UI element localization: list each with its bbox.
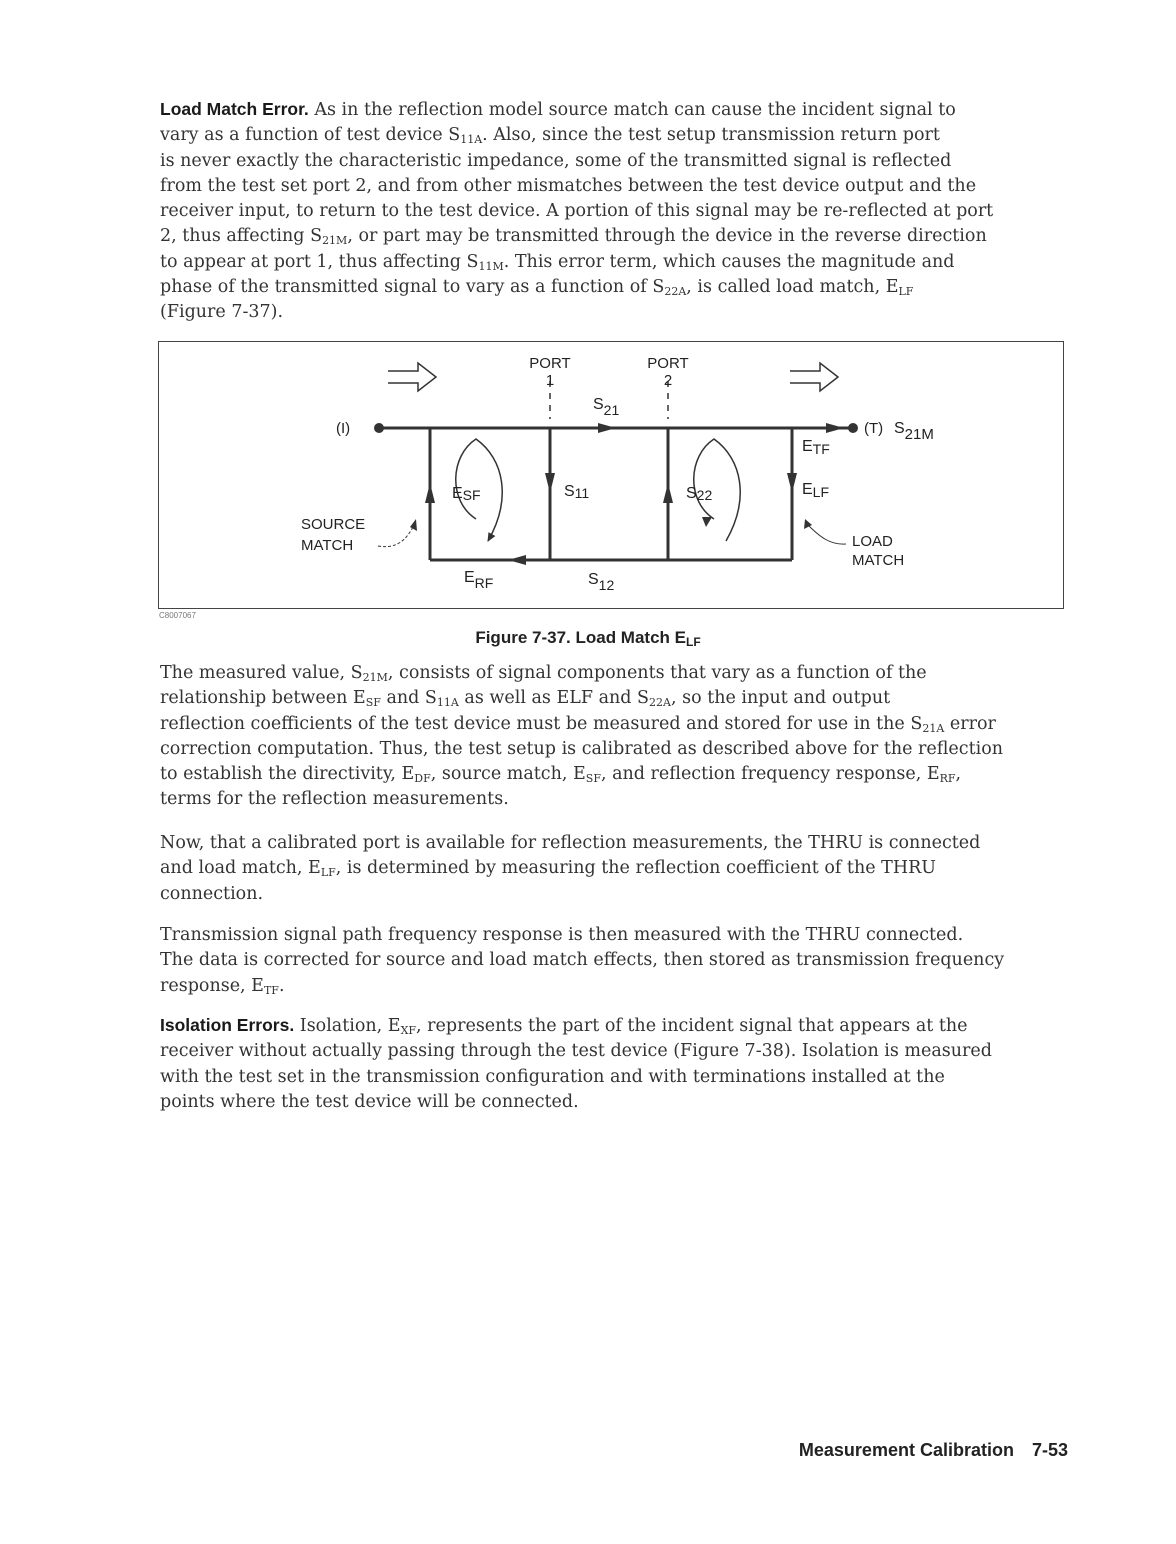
text-line: The data is corrected for source and load match effects, then stored as transmission frequency	[160, 950, 1005, 971]
paragraph-measured-value	[160, 661, 1060, 813]
footer-section-title: Measurement Calibration	[798, 1440, 1014, 1460]
text-line: phase of the transmitted signal to vary as a function of $S_{22A}$, is called load match, $E_{LF}$	[160, 277, 914, 299]
text-line: with the test set in the transmission configuration and with terminations installed at the	[160, 1066, 945, 1087]
text-line: receiver without actually passing through the test device (Figure 7-38). Isolation is measured	[160, 1041, 992, 1062]
text-line: connection.	[160, 883, 264, 904]
text-line: Isolation Errors. Isolation, $E_{XF}$, represents the part of the incident signal that appears at the	[160, 1015, 968, 1037]
text-line: 2, thus affecting $S_{21M}$, or part may be transmitted through the device in the reverse direction	[160, 226, 987, 248]
text-line: to appear at port 1, thus affecting $S_{11M}$. This error term, which causes the magnitude and	[160, 251, 955, 273]
s21-arrowhead	[598, 423, 616, 433]
paragraph-transmission-response	[160, 923, 1060, 999]
paragraph-load-match-error	[160, 97, 1060, 326]
transmitted-label: (T)	[864, 420, 884, 437]
source-match-label-line2: MATCH	[301, 537, 354, 554]
load-match-diagram	[158, 341, 1064, 611]
text-line: reflection coefficients of the test device must be measured and stored for use in the $S_{21A}$ error	[160, 713, 996, 735]
incident-direction-arrow	[388, 363, 436, 391]
s22-label: S22	[686, 485, 713, 503]
run-in-heading: Load Match Error.	[160, 99, 309, 119]
incident-label: (I)	[336, 420, 351, 437]
s12-arrowhead	[508, 555, 526, 565]
transmitted-direction-arrow	[790, 363, 838, 391]
text-line: terms for the reflection measurements.	[160, 789, 509, 810]
transmitted-node	[848, 423, 858, 433]
text-line: (Figure 7-37).	[160, 302, 284, 323]
s11-label: S11	[564, 483, 590, 501]
text-line: vary as a function of test device $S_{11A}$. Also, since the test setup transmission return port	[160, 125, 940, 147]
load-match-label-line1: LOAD	[852, 533, 893, 550]
s11-arrowhead	[545, 473, 555, 493]
text-line: Transmission signal path frequency response is then measured with the THRU connected.	[160, 925, 964, 945]
text-line: from the test set port 2, and from other mismatches between the test device output and the	[160, 175, 977, 196]
paragraph-calibrated-port	[160, 831, 1060, 907]
s12-label: S12	[588, 571, 615, 593]
text-line: correction computation. Thus, the test setup is calibrated as described above for the reflection	[160, 738, 1004, 759]
text-line: Now, that a calibrated port is available for reflection measurements, the THRU is connected	[160, 833, 981, 853]
text-line: is never exactly the characteristic impedance, some of the transmitted signal is reflected	[160, 150, 952, 171]
port2-label: PORT	[647, 355, 689, 372]
figure-caption: Figure 7-37. Load Match $E_{LF}$	[475, 628, 701, 649]
etf-label: ETF	[802, 438, 830, 457]
text-line: receiver input, to return to the test device. A portion of this signal may be re-reflected at port	[160, 201, 994, 222]
load-loop-arrowhead	[702, 517, 712, 527]
source-match-pointer-head	[410, 519, 417, 531]
source-match-label-line1: SOURCE	[301, 516, 366, 533]
text-line: The measured value, $S_{21M}$, consists of signal components that vary as a function of the	[160, 663, 927, 684]
port1-number: 1	[545, 372, 555, 389]
s21m-label: S21M	[894, 420, 934, 443]
port1-label: PORT	[529, 355, 571, 372]
text-line: Load Match Error. As in the reflection model source match can cause the incident signal to	[160, 99, 956, 120]
erf-label: ERF	[464, 569, 494, 591]
s22-arrowhead	[663, 483, 673, 503]
text-line: relationship between $E_{SF}$ and $S_{11A}$ as well as ELF and $S_{22A}$, so the input and output	[160, 688, 891, 710]
load-match-label-line2: MATCH	[852, 552, 905, 569]
esf-label: ESF	[452, 485, 481, 503]
paragraph-isolation-errors	[160, 1013, 1060, 1115]
load-match-pointer	[808, 525, 846, 544]
elf-label: ELF	[802, 481, 830, 500]
text-line: to establish the directivity, $E_{DF}$, source match, $E_{SF}$, and reflection frequency response, $E_{RF}$,	[160, 764, 962, 786]
run-in-heading: Isolation Errors.	[160, 1015, 295, 1035]
esf-arrowhead	[425, 483, 435, 503]
text-line: points where the test device will be connected.	[160, 1091, 579, 1112]
page-footer	[799, 1440, 1068, 1461]
s21-label: S21	[593, 396, 620, 418]
output-arrowhead	[826, 423, 844, 433]
elf-arrowhead	[787, 473, 797, 493]
port2-number: 2	[663, 372, 673, 389]
source-match-pointer	[378, 525, 414, 547]
figure-code: C8007067	[159, 611, 196, 620]
footer-page-number: 7-53	[1031, 1440, 1068, 1460]
text-line: and load match, $E_{LF}$, is determined by measuring the reflection coefficient of the THRU	[160, 858, 937, 880]
text-line: response, $E_{TF}$.	[160, 975, 285, 997]
